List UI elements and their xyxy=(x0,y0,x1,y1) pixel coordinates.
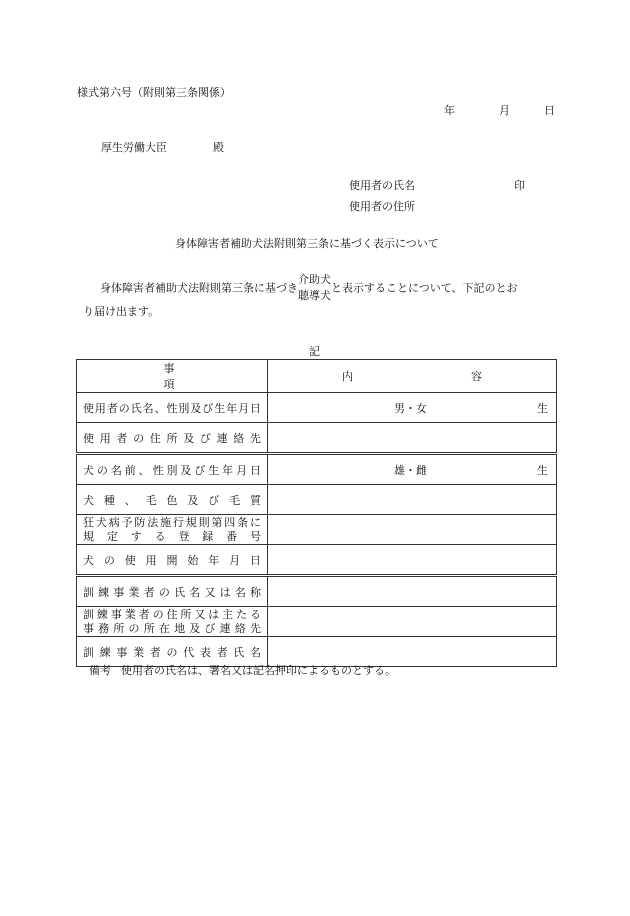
option-hearing-dog: 聴導犬 xyxy=(298,289,331,302)
user-address-label: 使用者の住所 xyxy=(349,200,415,213)
row-value-field[interactable] xyxy=(268,393,557,423)
row-value-field[interactable] xyxy=(268,423,557,454)
row-value-field[interactable] xyxy=(268,515,557,545)
table-header-row xyxy=(77,360,557,393)
sex-options: 雄・雌 xyxy=(394,463,427,477)
row-label xyxy=(77,607,268,637)
birth-suffix: 生 xyxy=(537,401,548,415)
row-label-line-2: 規定する登録番号 xyxy=(83,529,261,543)
form-table xyxy=(76,359,557,667)
row-label: 犬の名前、性別及び生年月日 xyxy=(77,454,268,485)
addressee-name: 厚生労働大臣 xyxy=(101,141,167,154)
row-label: 使用者の住所及び連絡先 xyxy=(77,423,268,454)
header-content-b: 容 xyxy=(471,370,482,383)
row-label: 訓練事業者の氏名又は名称 xyxy=(77,576,268,607)
sex-options: 男・女 xyxy=(394,401,427,415)
table-row xyxy=(77,607,557,637)
row-value-field[interactable] xyxy=(268,637,557,667)
table-row xyxy=(77,423,557,454)
subject-title: 身体障害者補助犬法附則第三条に基づく表示について xyxy=(175,237,439,250)
row-value-field[interactable] xyxy=(268,576,557,607)
row-label: 使用者の氏名、性別及び生年月日 xyxy=(77,393,268,423)
remark-label: 備考 xyxy=(89,664,111,677)
table-row xyxy=(77,515,557,545)
table-row xyxy=(77,637,557,667)
user-name-label: 使用者の氏名 xyxy=(349,179,415,192)
option-service-dog: 介助犬 xyxy=(298,273,331,286)
seal-mark: 印 xyxy=(514,179,525,192)
addressee-honorific: 殿 xyxy=(213,141,224,154)
row-label-line-1: 訓練事業者の住所又は主たる xyxy=(83,607,261,621)
body-text xyxy=(100,272,518,304)
date-year-label: 年 xyxy=(444,104,455,117)
row-label-line-2: 事務所の所在地及び連絡先 xyxy=(83,621,261,635)
table-row xyxy=(77,454,557,485)
row-value-field[interactable] xyxy=(268,607,557,637)
date-month-label: 月 xyxy=(499,104,510,117)
row-label xyxy=(77,515,268,545)
dog-type-options xyxy=(298,272,331,304)
birth-suffix: 生 xyxy=(537,463,548,477)
row-label-line-1: 狂犬病予防法施行規則第四条に xyxy=(83,515,261,529)
row-label: 犬の使用開始年月日 xyxy=(77,545,268,576)
table-row xyxy=(77,545,557,576)
remark xyxy=(89,665,396,676)
date-day-label: 日 xyxy=(544,104,555,117)
table-row xyxy=(77,485,557,515)
row-label: 訓練事業者の代表者氏名 xyxy=(77,637,268,667)
header-item: 事項 xyxy=(77,360,268,393)
row-value-field[interactable] xyxy=(268,545,557,576)
ki-heading: 記 xyxy=(309,345,320,358)
row-value-field[interactable] xyxy=(268,485,557,515)
table-row xyxy=(77,576,557,607)
body-text-after: と表示することについて、下記のとお xyxy=(331,281,518,295)
addressee xyxy=(101,142,224,153)
user-name-line xyxy=(349,179,525,192)
table-row xyxy=(77,393,557,423)
row-label: 犬種、毛色及び毛質 xyxy=(77,485,268,515)
remark-text: 使用者の氏名は、署名又は記名押印によるものとする。 xyxy=(121,664,396,677)
body-text-line-2: り届け出ます。 xyxy=(83,305,160,318)
header-content xyxy=(268,360,557,393)
header-content-a: 内 xyxy=(342,370,353,383)
date-line xyxy=(444,105,555,116)
row-value-field[interactable] xyxy=(268,454,557,485)
body-text-before: 身体障害者補助犬法附則第三条に基づき xyxy=(100,281,298,295)
form-number: 様式第六号（附則第三条関係） xyxy=(77,86,231,99)
